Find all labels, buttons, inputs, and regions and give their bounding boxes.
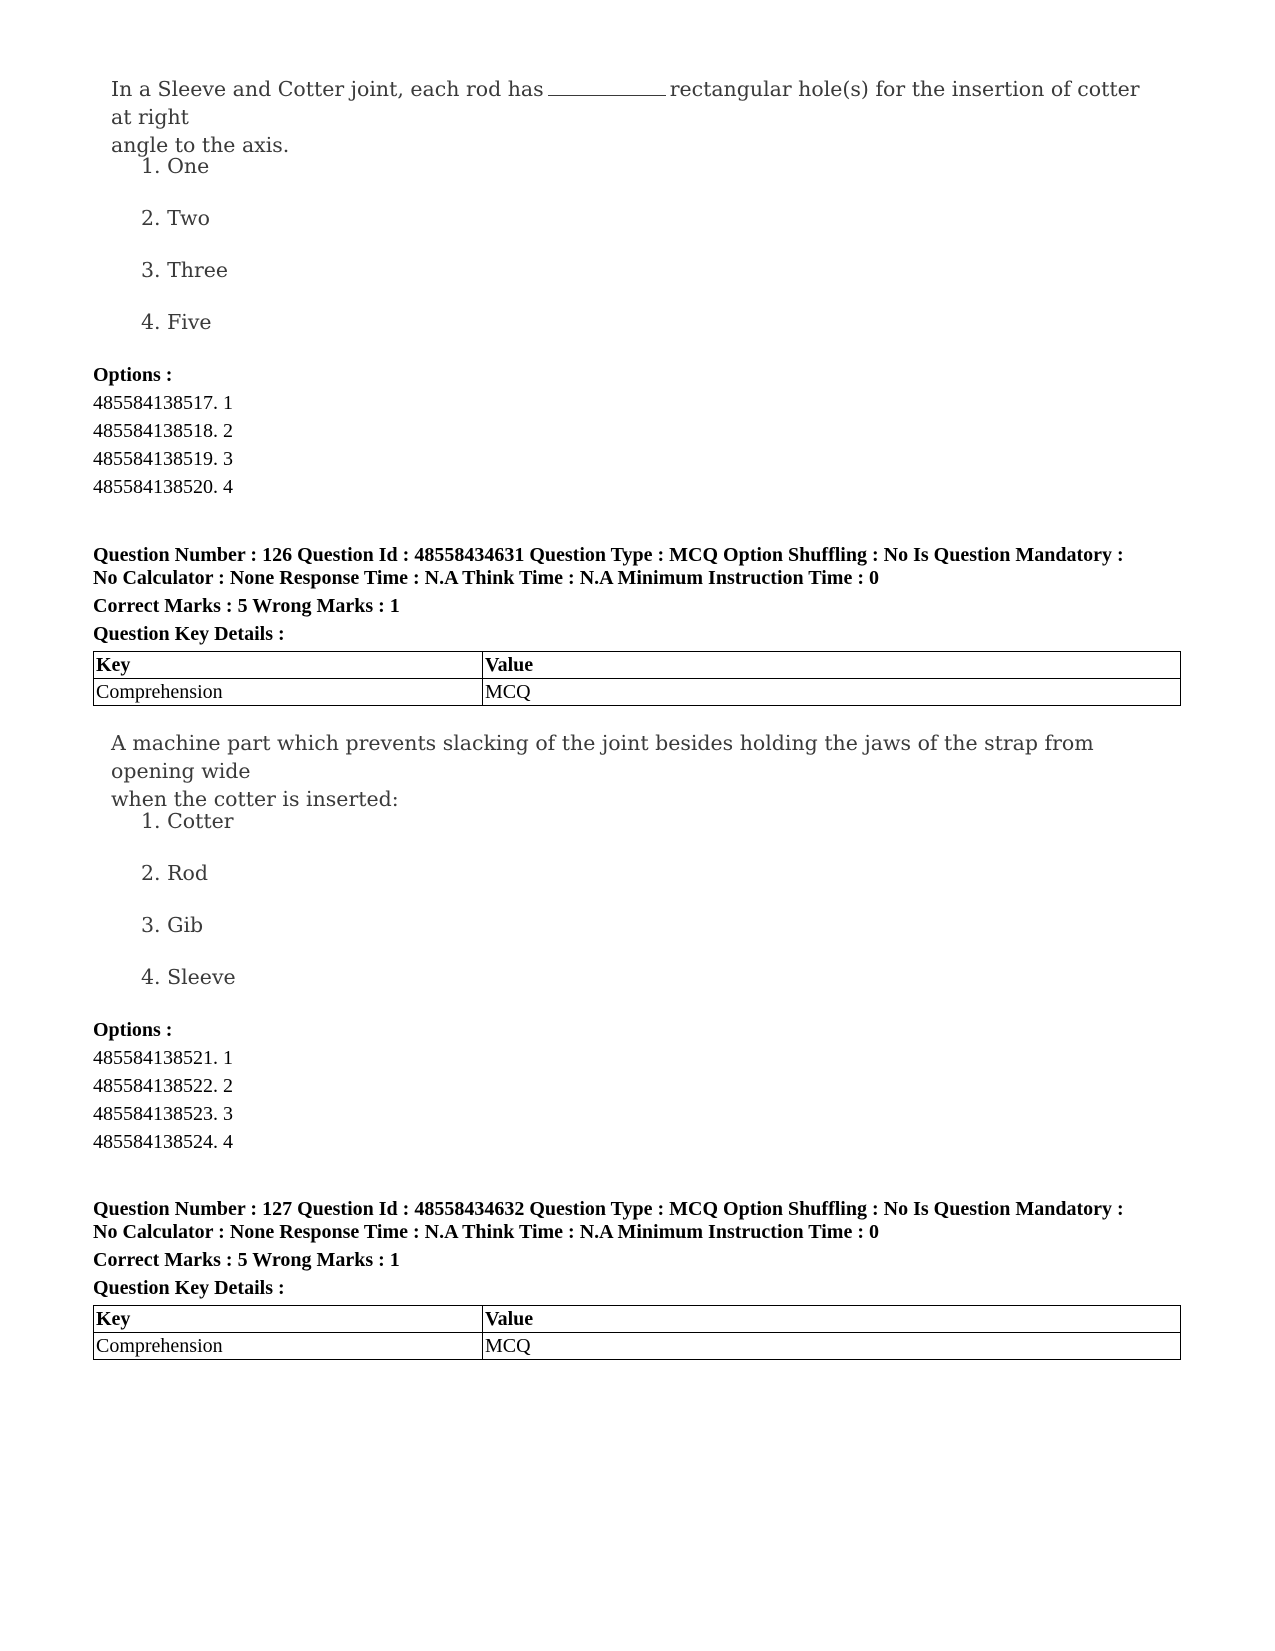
question-126-key-details-label: Question Key Details : — [93, 623, 285, 645]
question-a-choice-2: 2. Two — [141, 206, 210, 230]
question-126-choice-4: 4. Sleeve — [141, 965, 236, 989]
question-127-key-details-label: Question Key Details : — [93, 1277, 285, 1299]
question-126-marks: Correct Marks : 5 Wrong Marks : 1 — [93, 595, 400, 617]
question-a-options-label: Options : — [93, 364, 173, 386]
table-header-row — [94, 1306, 1181, 1333]
question-126-option-1: 485584138521. 1 — [93, 1047, 233, 1069]
question-126-choice-1: 1. Cotter — [141, 809, 234, 833]
question-126-option-4: 485584138524. 4 — [93, 1131, 233, 1153]
table-cell-key: Comprehension — [94, 1333, 483, 1360]
question-a-choice-4: 4. Five — [141, 310, 212, 334]
table-cell-value: MCQ — [483, 1333, 1181, 1360]
question-127-key-table — [93, 1305, 1181, 1360]
question-a-text-before: In a Sleeve and Cotter joint, each rod has — [111, 77, 544, 101]
question-126-option-3: 485584138523. 3 — [93, 1103, 233, 1125]
question-a-text — [111, 75, 1151, 159]
question-a-option-1: 485584138517. 1 — [93, 392, 233, 414]
question-126-text-line2: when the cotter is inserted: — [111, 787, 399, 811]
question-126-meta-line2: No Calculator : None Response Time : N.A Think Time : N.A Minimum Instruction Time : 0 — [93, 567, 879, 589]
question-126-text-line1: A machine part which prevents slacking of the joint besides holding the jaws of the strap from opening wide — [111, 731, 1094, 783]
question-126-choice-3: 3. Gib — [141, 913, 204, 937]
table-header-value: Value — [483, 1306, 1181, 1333]
table-header-row — [94, 652, 1181, 679]
table-header-value: Value — [483, 652, 1181, 679]
table-header-key: Key — [94, 652, 483, 679]
question-a-option-2: 485584138518. 2 — [93, 420, 233, 442]
table-header-key: Key — [94, 1306, 483, 1333]
fill-in-blank — [548, 79, 666, 96]
question-a-text-line2: angle to the axis. — [111, 133, 290, 157]
question-127-meta-line2: No Calculator : None Response Time : N.A Think Time : N.A Minimum Instruction Time : 0 — [93, 1221, 879, 1243]
question-a-option-3: 485584138519. 3 — [93, 448, 233, 470]
question-126-meta-line1: Question Number : 126 Question Id : 48558434631 Question Type : MCQ Option Shuffling : No Is Question Mandatory : — [93, 544, 1124, 566]
question-126-text — [111, 729, 1151, 813]
question-a-choice-3: 3. Three — [141, 258, 229, 282]
table-cell-key: Comprehension — [94, 679, 483, 706]
question-127-marks: Correct Marks : 5 Wrong Marks : 1 — [93, 1249, 400, 1271]
question-a-option-4: 485584138520. 4 — [93, 476, 233, 498]
question-126-option-2: 485584138522. 2 — [93, 1075, 233, 1097]
question-127-meta-line1: Question Number : 127 Question Id : 48558434632 Question Type : MCQ Option Shuffling : No Is Question Mandatory : — [93, 1198, 1124, 1220]
question-126-choice-2: 2. Rod — [141, 861, 208, 885]
question-126-key-table — [93, 651, 1181, 706]
question-a-text-after: rectangular hole(s) for the insertion of cotter at right — [111, 77, 1140, 129]
table-row — [94, 1333, 1181, 1360]
question-126-options-label: Options : — [93, 1019, 173, 1041]
table-row — [94, 679, 1181, 706]
question-a-choice-1: 1. One — [141, 154, 210, 178]
table-cell-value: MCQ — [483, 679, 1181, 706]
